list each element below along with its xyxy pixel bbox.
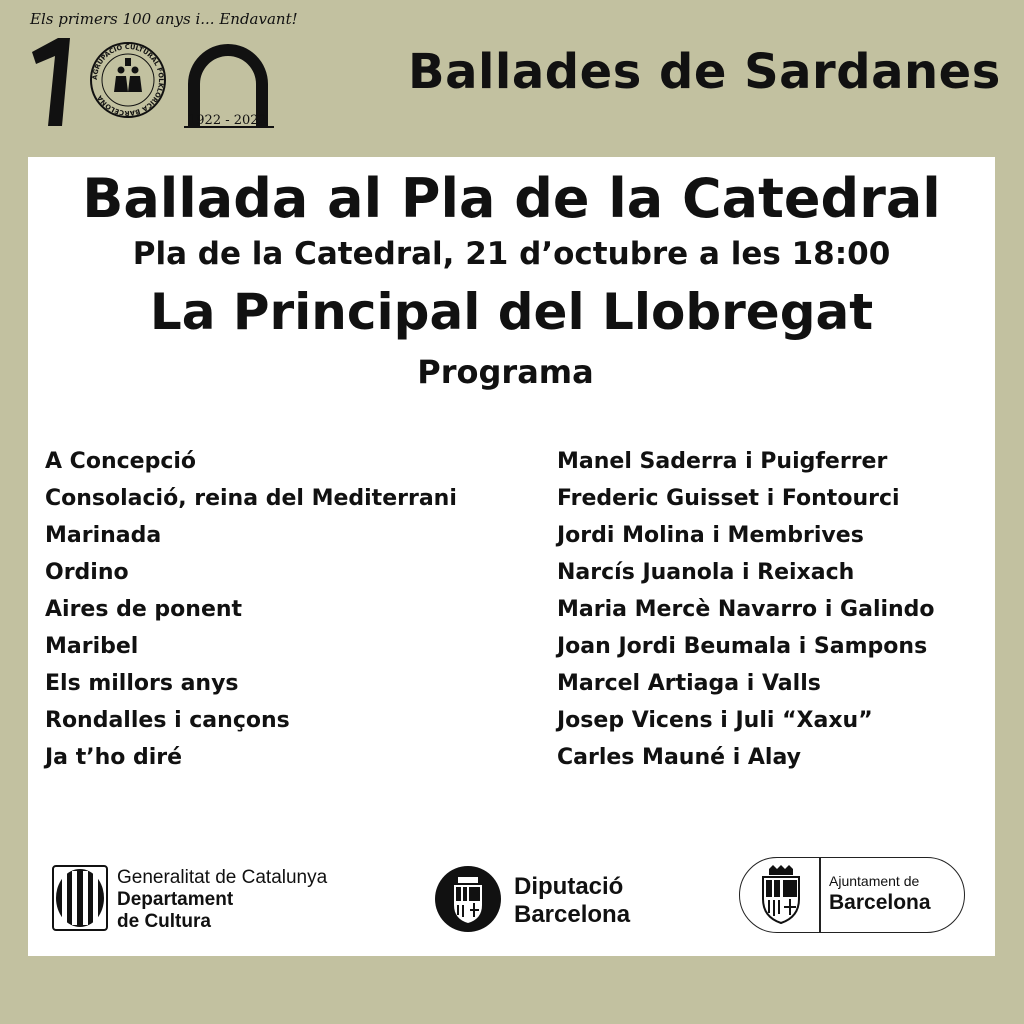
program-card xyxy=(28,157,995,956)
event-subtitle: Pla de la Catedral, 21 d’octubre a les 18:00 xyxy=(132,236,891,272)
generalitat-line2: Departament xyxy=(117,889,234,910)
program-composer: Carles Mauné i Alay xyxy=(557,745,801,770)
program-title: Marinada xyxy=(45,523,162,548)
program-composers-list xyxy=(557,445,935,778)
program-heading: Programa xyxy=(417,353,594,391)
program-title: Consolació, reina del Mediterrani xyxy=(45,486,457,511)
ajuntament-logo xyxy=(739,855,969,937)
program-composer: Maria Mercè Navarro i Galindo xyxy=(557,597,935,622)
ajuntament-line2: Barcelona xyxy=(829,891,931,914)
program-title: A Concepció xyxy=(45,449,197,474)
event-title: Ballada al Pla de la Catedral xyxy=(82,167,941,230)
generalitat-line1: Generalitat de Catalunya xyxy=(117,867,328,888)
program-title: Aires de ponent xyxy=(45,597,243,622)
program-composer: Joan Jordi Beumala i Sampons xyxy=(557,634,928,659)
generalitat-logo xyxy=(52,861,352,937)
program-title: Els millors anys xyxy=(45,671,239,696)
program-title: Maribel xyxy=(45,634,139,659)
ajuntament-shield-icon xyxy=(753,863,809,927)
ajuntament-divider xyxy=(819,857,821,933)
diputacio-logo xyxy=(434,861,654,937)
generalitat-line3: de Cultura xyxy=(117,911,211,932)
program-composer: Josep Vicens i Juli “Xaxu” xyxy=(557,708,873,733)
seal-text: AGRUPACIÓ CULTURAL FOLKLÒRICA BARCELONA xyxy=(90,42,166,118)
program-composer: Frederic Guisset i Fontourci xyxy=(557,486,900,511)
program-composer: Jordi Molina i Membrives xyxy=(557,523,864,548)
program-composer: Manel Saderra i Puigferrer xyxy=(557,449,888,474)
ajuntament-line1: Ajuntament de xyxy=(829,873,920,889)
program-title: Ja t’ho diré xyxy=(45,745,183,770)
program-composer: Marcel Artiaga i Valls xyxy=(557,671,821,696)
program-title: Ordino xyxy=(45,560,129,585)
program-composer: Narcís Juanola i Reixach xyxy=(557,560,855,585)
page-title: Ballades de Sardanes xyxy=(408,44,1001,100)
generalitat-shield-icon xyxy=(52,865,108,931)
diputacio-line2: Barcelona xyxy=(514,901,631,928)
tagline: Els primers 100 anys i... Endavant! xyxy=(30,10,298,28)
program-titles-list xyxy=(45,445,457,778)
band-name: La Principal del Llobregat xyxy=(149,283,874,341)
program-title: Rondalles i cançons xyxy=(45,708,290,733)
logo-years: 1922 - 2022 xyxy=(188,113,267,128)
diputacio-line1: Diputació xyxy=(514,873,624,900)
diputacio-shield-icon xyxy=(434,865,502,933)
